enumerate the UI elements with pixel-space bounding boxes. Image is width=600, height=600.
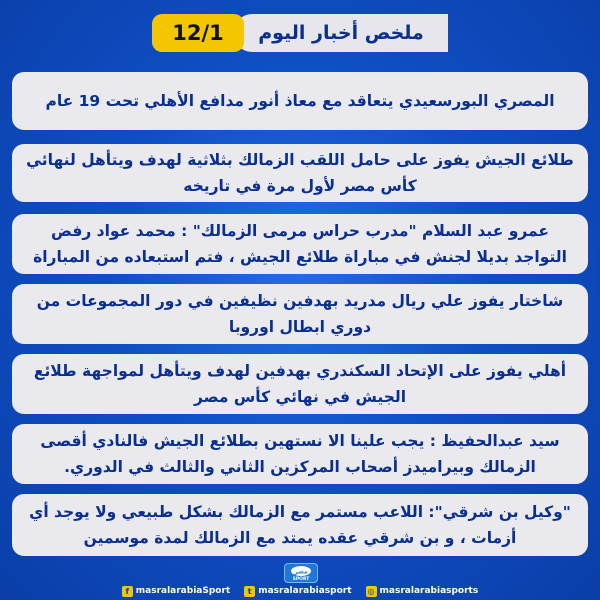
date-badge: 12/1: [152, 14, 244, 52]
twitter-icon: t: [244, 586, 255, 597]
news-item-6: سيد عبدالحفيظ : يجب علينا الا نستهين بطلائع الجيش فالنادي أقصى الزمالك وبيراميدز أصحاب المركزين الثاني والثالث في الدوري.: [12, 424, 588, 484]
news-item-4: شاختار يفوز علي ريال مدريد بهدفين نظيفين في دور المجموعات من دوري ابطال اوروبا: [12, 284, 588, 344]
twitter-label: masralarabiasport: [258, 586, 352, 596]
facebook-icon: f: [122, 586, 133, 597]
twitter-handle[interactable]: [244, 586, 351, 597]
brand-logo-mark: [287, 565, 315, 581]
news-item-3: عمرو عبد السلام "مدرب حراس مرمى الزمالك" : محمد عواد رفض التواجد بديلا لجنش في مباراة طلائع الجيش ، فتم استبعاده من المباراة: [12, 214, 588, 274]
facebook-label: masralarabiaSport: [135, 586, 231, 596]
news-item-1: المصري البورسعيدي يتعاقد مع معاذ أنور مدافع الأهلي تحت 19 عام: [12, 72, 588, 130]
facebook-handle[interactable]: [122, 586, 230, 597]
instagram-handle[interactable]: [366, 586, 479, 597]
svg-text:مصر: مصر: [294, 568, 308, 576]
news-item-2: طلائع الجيش يفوز على حامل اللقب الزمالك بثلاثية لهدف ويتأهل لنهائي كأس مصر لأول مرة في تاريخه: [12, 144, 588, 202]
brand-logo: [284, 563, 318, 583]
instagram-label: masralarabiasports: [379, 586, 479, 596]
header: [152, 14, 448, 52]
social-footer: [0, 582, 600, 600]
news-item-5: أهلي يفوز على الإتحاد السكندري بهدفين لهدف ويتأهل لمواجهة طلائع الجيش في نهائي كأس مصر: [12, 354, 588, 414]
news-item-7: "وكيل بن شرقي": اللاعب مستمر مع الزمالك بشكل طبيعي ولا يوجد أي أزمات ، و بن شرقي عقده يمتد مع الزمالك لمدة موسمين: [12, 494, 588, 556]
page-title: ملخص أخبار اليوم: [234, 14, 448, 52]
instagram-icon: ◎: [366, 586, 377, 597]
svg-text:SPORT: SPORT: [292, 577, 310, 581]
